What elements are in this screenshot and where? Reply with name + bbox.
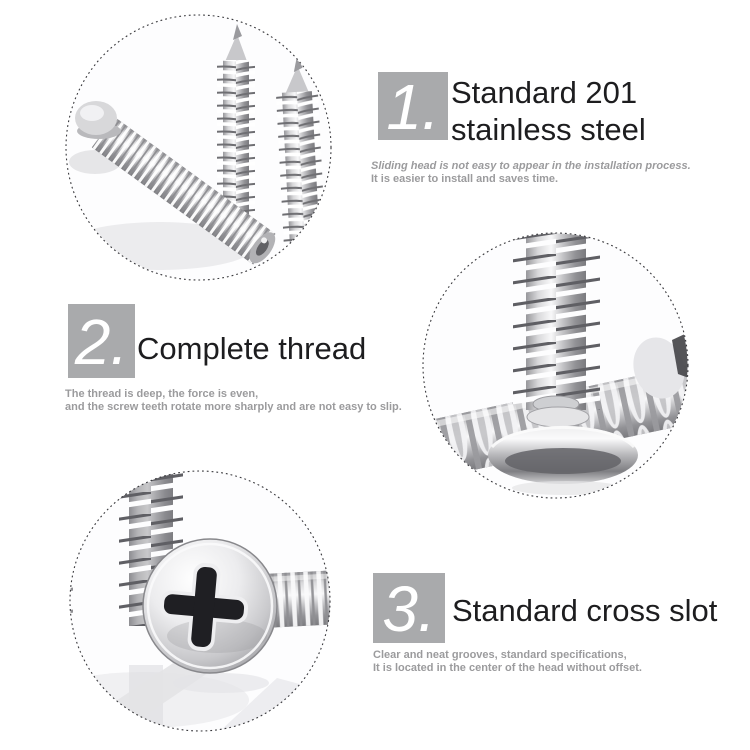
feature-1-subtitle-line-2: It is easier to install and saves time. [371,173,559,185]
feature-3-subtitle [373,649,642,675]
thread-closeup-image [422,232,689,499]
feature-2-title: Complete thread [137,331,367,366]
feature-2-subtitle [65,388,402,414]
cross-slot-image [69,470,331,732]
feature-1-number: 1. [378,72,448,140]
photo-cross-slot [69,470,331,732]
feature-3-subtitle-line-1: Clear and neat grooves, standard specifications, [373,649,627,661]
feature-3-number: 3. [373,573,445,643]
feature-1-title-line-2: stainless steel [451,112,646,147]
pan-head [488,426,638,484]
feature-1-subtitle [371,160,691,186]
three-screws-image [65,14,332,281]
feature-1-title [451,74,646,148]
vertical-screw-shaft [513,232,600,410]
feature-2-number: 2. [68,304,135,378]
feature-1-title-line-1: Standard 201 [451,75,638,110]
photo-three-screws [65,14,332,281]
feature-2-subtitle-line-2: and the screw teeth rotate more sharply and are not easy to slip. [65,401,402,413]
photo-thread-closeup [422,232,689,499]
feature-1-subtitle-line-1: Sliding head is not easy to appear in the installation process. [371,160,691,172]
feature-3-title: Standard cross slot [452,593,718,628]
feature-3-subtitle-line-2: It is located in the center of the head without offset. [373,662,642,674]
feature-2-subtitle-line-1: The thread is deep, the force is even, [65,388,259,400]
